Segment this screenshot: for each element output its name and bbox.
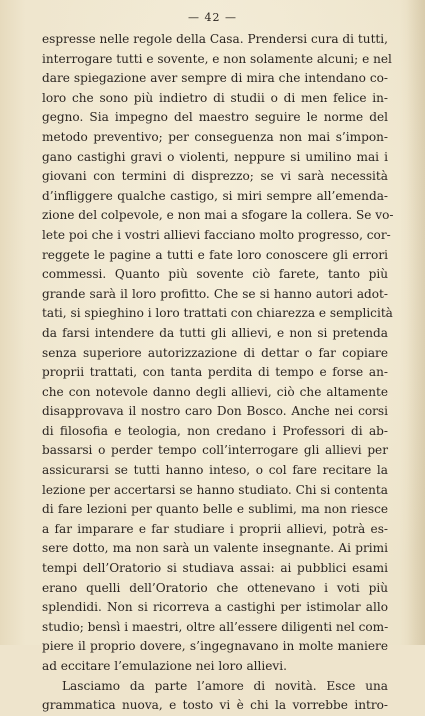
text-line: erano quelli dell’Oratorio che ottenevano i voti più	[42, 580, 388, 595]
text-line: commessi. Quanto più sovente ciò farete, tanto più	[42, 267, 388, 282]
text-line: espresse nelle regole della Casa. Prendersi cura di tutti,	[42, 32, 388, 46]
text-line: gegno. Sia impegno del maestro seguire le norme del	[42, 110, 388, 125]
page-number: — 42 —	[188, 11, 237, 24]
text-line: Lasciamo da parte l’amore di novità. Esce una	[62, 678, 388, 693]
text-line: ad eccitare l’emulazione nei loro allievi.	[42, 659, 287, 673]
text-line: lete poi che i vostri allievi facciano molto progresso, cor-	[42, 227, 391, 242]
text-line: di filosofia e teologia, non credano i Professori di ab-	[42, 423, 388, 438]
text-line: da farsi intendere da tutti gli allievi, e non si pretenda	[42, 325, 388, 340]
text-line: giovani con termini di disprezzo; se vi sarà necessità	[42, 169, 388, 184]
text-line: sere dotto, ma non sarà un valente insegnante. Ai primi	[42, 541, 388, 556]
text-line: tempi dell’Oratorio si studiava assai: ai pubblici esami	[42, 561, 388, 576]
text-line: zione del colpevole, e non mai a sfogare la collera. Se vo-	[42, 208, 394, 223]
text-line: bassarsi o perder tempo coll’interrogare gli allievi per	[42, 443, 388, 458]
text-line: che con notevole danno degli allievi, ciò che altamente	[42, 384, 388, 399]
text-line: loro che sono più indietro di studii o di men felice in-	[42, 90, 388, 105]
page-edge-shadow	[407, 0, 425, 645]
text-line: interrogare tutti e sovente, e non solamente alcuni; e nel	[42, 51, 392, 66]
text-line: d’infliggere qualche castigo, si miri sempre all’emenda-	[42, 188, 388, 203]
text-line: studio; bensì i maestri, oltre all’essere diligenti nel com-	[42, 619, 389, 634]
text-line: metodo preventivo; per conseguenza non mai s’impon-	[42, 129, 388, 144]
text-line: di fare lezioni per quanto belle e sublimi, ma non riesce	[42, 502, 388, 517]
text-line: assicurarsi se tutti hanno inteso, o col fare recitare la	[42, 463, 388, 478]
text-line: tati, si spieghino i loro trattati con chiarezza e semplicità	[42, 306, 393, 321]
text-line: lezione per accertarsi se hanno studiato. Chi si contenta	[42, 482, 388, 497]
text-line: grande sarà il loro profitto. Che se si hanno autori adot-	[42, 286, 388, 301]
text-line: splendidi. Non si ricorreva a castighi per istimolar allo	[42, 600, 388, 615]
text-line: proprii trattati, con tanta perdita di tempo e forse an-	[42, 365, 388, 380]
text-line: disapprovava il nostro caro Don Bosco. Anche nei corsi	[42, 404, 388, 419]
body-text	[42, 30, 394, 716]
text-line: gano castighi gravi o violenti, neppure si umilino mai i	[42, 149, 388, 164]
text-line: piere il proprio dovere, s’ingegnavano in molte maniere	[42, 639, 388, 654]
text-line: reggete le pagine a tutti e fate loro conoscere gli errori	[42, 247, 388, 262]
text-line: dare spiegazione aver sempre di mira che intendano co-	[42, 71, 388, 86]
text-line: grammatica nuova, e tosto vi è chi la vorrebbe intro-	[42, 698, 388, 713]
text-line: senza superiore autorizzazione di dettar o far copiare	[42, 345, 388, 360]
text-line: a far imparare e far studiare i proprii allievi, potrà es-	[42, 521, 388, 536]
